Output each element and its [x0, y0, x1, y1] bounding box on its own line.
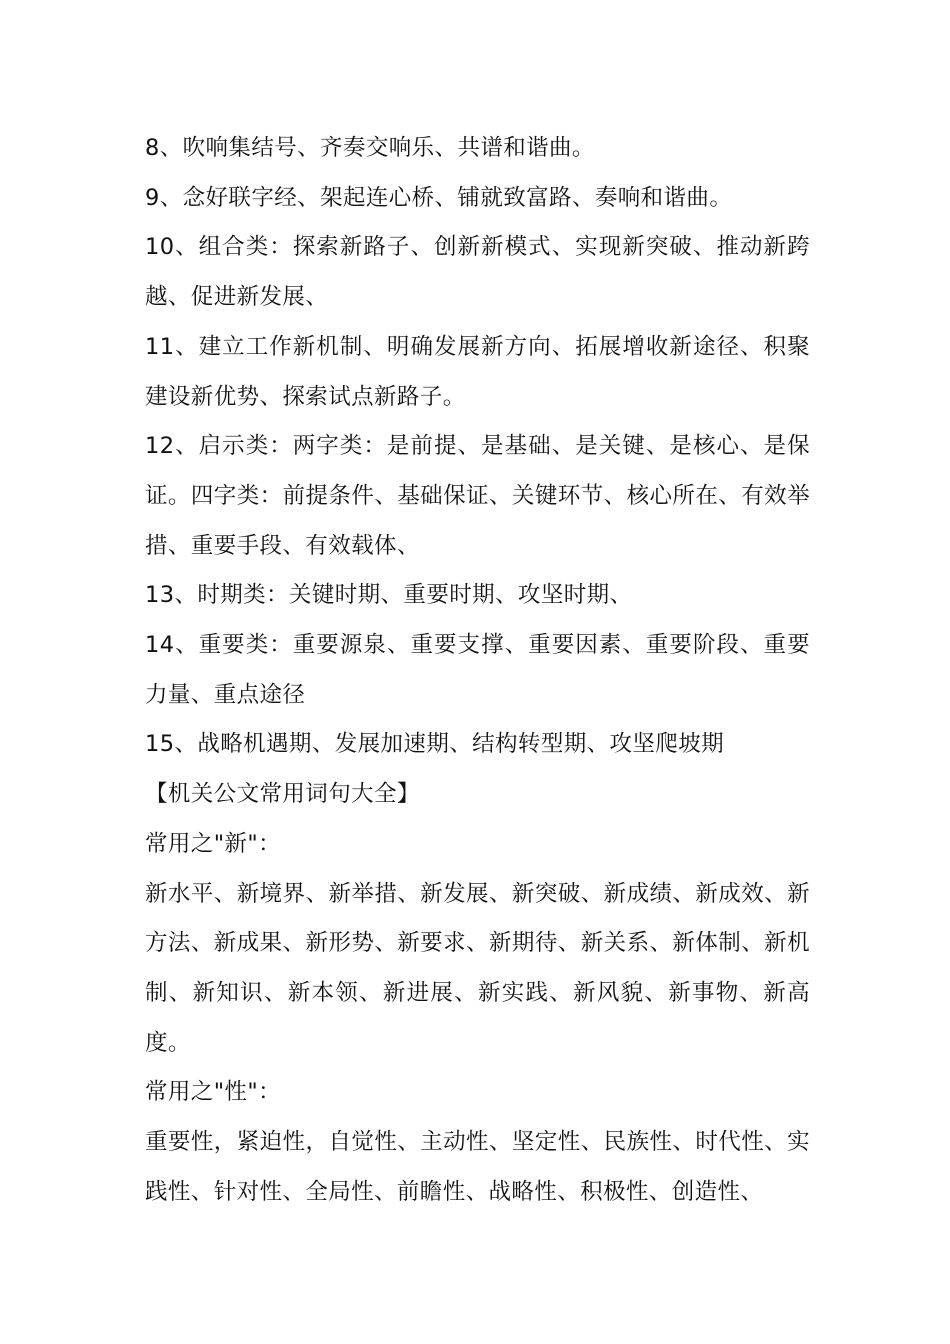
paragraph-10: 10、组合类：探索新路子、创新新模式、实现新突破、推动新跨越、促进新发展、 [145, 234, 810, 311]
paragraph-8: 8、吹响集结号、齐奏交响乐、共谱和谐曲。 [145, 135, 595, 161]
subheading-new: 常用之"新"： [145, 830, 281, 857]
paragraph-11: 11、建立工作新机制、明确发展新方向、拓展增收新途径、积聚建设新优势、探索试点新路子。 [145, 333, 810, 410]
paragraph-13: 13、时期类：关键时期、重要时期、攻坚时期、 [145, 582, 633, 609]
paragraph-15: 15、战略机遇期、发展加速期、结构转型期、攻坚爬坡期 [145, 731, 725, 758]
paragraph-xing-words: 重要性，紧迫性，自觉性、主动性、坚定性、民族性、时代性、实践性、针对性、全局性、前瞻性、战略性、积极性、创造性、 [145, 1129, 810, 1205]
paragraph-14: 14、重要类：重要源泉、重要支撑、重要因素、重要阶段、重要力量、重点途径 [145, 632, 810, 708]
paragraph-12: 12、启示类：两字类：是前提、是基础、是关键、是核心、是保证。四字类：前提条件、基础保证、关键环节、核心所在、有效举措、重要手段、有效载体、 [145, 433, 810, 559]
document-body [145, 124, 810, 1217]
section-heading: 【机关公文常用词句大全】 [145, 781, 420, 808]
paragraph-new-words: 新水平、新境界、新举措、新发展、新突破、新成绩、新成效、新方法、新成果、新形势、新要求、新期待、新关系、新体制、新机制、新知识、新本领、新进展、新实践、新风貌、新事物、新高度。 [145, 880, 810, 1056]
subheading-xing: 常用之"性"： [145, 1079, 281, 1106]
paragraph-9: 9、念好联字经、架起连心桥、铺就致富路、奏响和谐曲。 [145, 184, 733, 211]
